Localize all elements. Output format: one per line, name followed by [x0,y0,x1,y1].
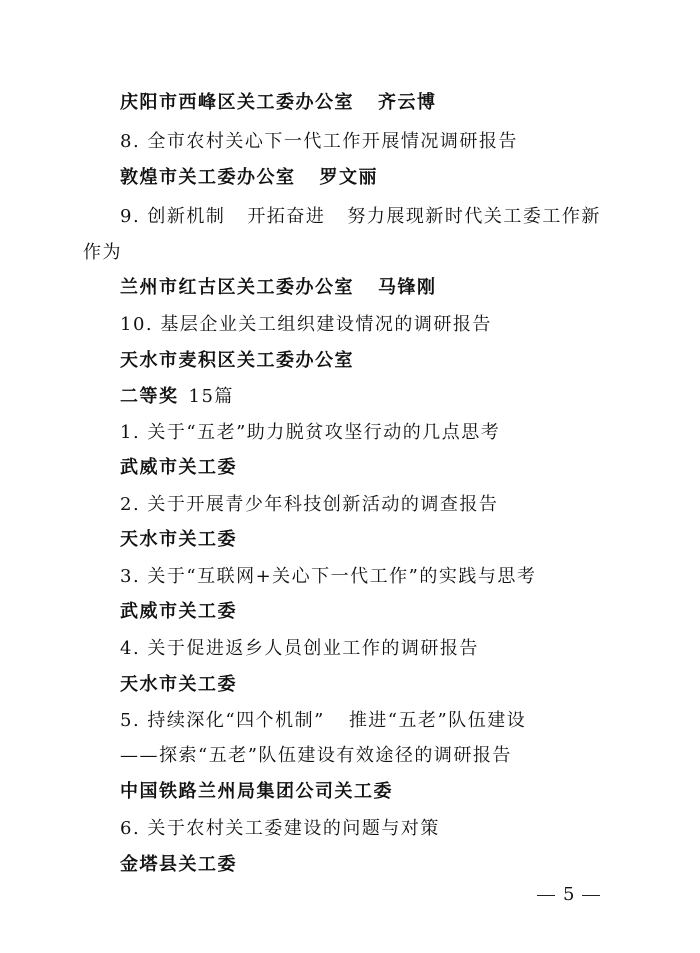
unit-name: 武威市关工委 [120,457,237,478]
report-title: 8. 全市农村关心下一代工作开展情况调研报告 [120,131,518,152]
award-count: 15篇 [188,386,234,407]
title-segment: 5. 持续深化“四个机制” [120,710,325,731]
report-title: 4. 关于促进返乡人员创业工作的调研报告 [120,638,479,659]
report-subtitle: ——探索“五老”队伍建设有效途径的调研报告 [120,745,512,766]
report-title: 2. 关于开展青少年科技创新活动的调查报告 [120,494,499,515]
unit-name: 天水市麦积区关工委办公室 [120,350,354,371]
author-name: 齐云博 [378,92,437,113]
dash-left [537,895,555,896]
unit-name: 武威市关工委 [120,601,237,622]
unit-name: 中国铁路兰州局集团公司关工委 [120,781,393,802]
title-segment: 9. 创新机制 [120,206,226,227]
report-title: 3. 关于“互联网+关心下一代工作”的实践与思考 [120,566,537,587]
unit-name: 庆阳市西峰区关工委办公室 [120,92,354,113]
author-line [120,91,437,115]
page-footer [537,883,600,907]
report-title [120,709,526,733]
page-number: 5 [563,884,575,905]
author-name: 罗文丽 [319,167,378,188]
report-title [120,205,601,229]
unit-name: 天水市关工委 [120,529,237,550]
unit-name: 敦煌市关工委办公室 [120,167,296,188]
title-segment: 努力展现新时代关工委工作新 [347,206,601,227]
title-segment: 开拓奋进 [247,206,326,227]
unit-name: 金塔县关工委 [120,854,237,875]
report-title: 10. 基层企业关工组织建设情况的调研报告 [120,314,492,335]
author-line [120,276,437,300]
unit-name: 兰州市红古区关工委办公室 [120,277,354,298]
dash-right [582,895,600,896]
title-segment: 推进“五老”队伍建设 [348,710,527,731]
award-heading [120,385,234,409]
report-title: 1. 关于“五老”助力脱贫攻坚行动的几点思考 [120,422,501,443]
award-level: 二等奖 [120,386,179,407]
author-line [120,166,378,190]
report-title: 6. 关于农村关工委建设的问题与对策 [120,818,440,839]
author-name: 马锋刚 [378,277,437,298]
unit-name: 天水市关工委 [120,674,237,695]
report-title-continued: 作为 [83,242,122,263]
